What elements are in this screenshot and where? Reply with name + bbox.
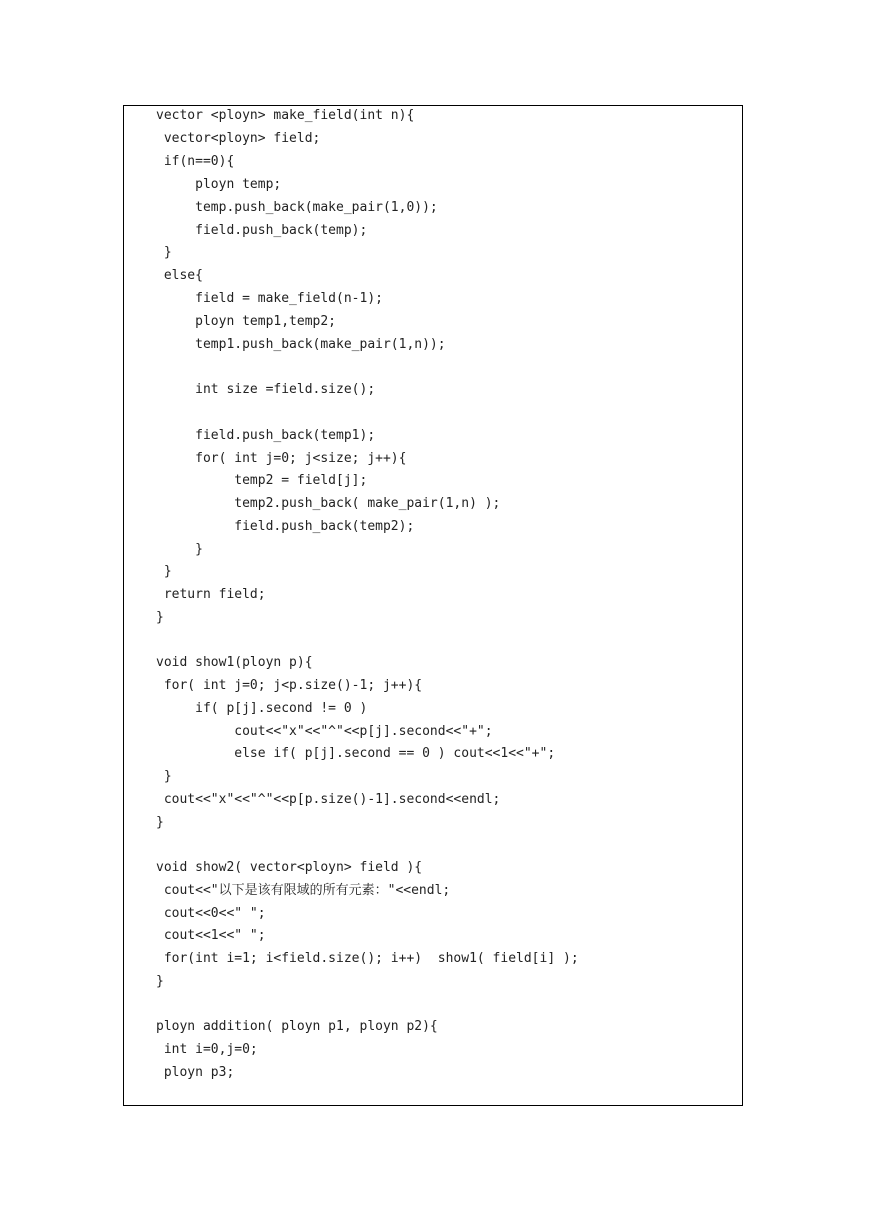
code-line: int size =field.size(); xyxy=(156,382,376,397)
code-line: cout<<1<<" "; xyxy=(156,928,266,943)
code-line: } xyxy=(156,769,172,784)
code-line: temp2.push_back( make_pair(1,n) ); xyxy=(156,496,501,511)
code-line: temp2 = field[j]; xyxy=(156,473,368,488)
code-line: vector <ployn> make_field(int n){ xyxy=(156,108,415,123)
code-line: if(n==0){ xyxy=(156,154,235,169)
code-line: ployn temp1,temp2; xyxy=(156,314,337,329)
code-line: } xyxy=(156,610,164,625)
code-line: void show1(ployn p){ xyxy=(156,655,313,670)
code-line: else{ xyxy=(156,268,203,283)
code-line: field.push_back(temp); xyxy=(156,223,368,238)
code-line: } xyxy=(156,542,203,557)
code-line: vector<ployn> field; xyxy=(156,131,321,146)
code-listing-box xyxy=(123,105,743,1106)
code-line: } xyxy=(156,974,164,989)
code-line: } xyxy=(156,815,164,830)
code-line: for(int i=1; i<field.size(); i++) show1( field[i] ); xyxy=(156,951,579,966)
code-line: cout<<0<<" "; xyxy=(156,906,266,921)
code-line: return field; xyxy=(156,587,266,602)
code-line: } xyxy=(156,245,172,260)
code-line: } xyxy=(156,564,172,579)
code-line: else if( p[j].second == 0 ) cout<<1<<"+"; xyxy=(156,746,556,761)
code-line: if( p[j].second != 0 ) xyxy=(156,701,368,716)
code-line: temp1.push_back(make_pair(1,n)); xyxy=(156,337,446,352)
code-line: cout<<"以下是该有限域的所有元素："<<endl; xyxy=(156,883,451,898)
code-line: for( int j=0; j<p.size()-1; j++){ xyxy=(156,678,423,693)
code-line: ployn addition( ployn p1, ployn p2){ xyxy=(156,1019,438,1034)
code-line: field.push_back(temp1); xyxy=(156,428,376,443)
code-line: ployn p3; xyxy=(156,1065,235,1080)
code-line: for( int j=0; j<size; j++){ xyxy=(156,451,407,466)
code-line: field = make_field(n-1); xyxy=(156,291,383,306)
code-line: temp.push_back(make_pair(1,0)); xyxy=(156,200,438,215)
code-line: int i=0,j=0; xyxy=(156,1042,258,1057)
code-line: cout<<"x"<<"^"<<p[p.size()-1].second<<endl; xyxy=(156,792,501,807)
code-line: void show2( vector<ployn> field ){ xyxy=(156,860,423,875)
code-line: cout<<"x"<<"^"<<p[j].second<<"+"; xyxy=(156,724,493,739)
code-line: field.push_back(temp2); xyxy=(156,519,415,534)
code-line: ployn temp; xyxy=(156,177,282,192)
